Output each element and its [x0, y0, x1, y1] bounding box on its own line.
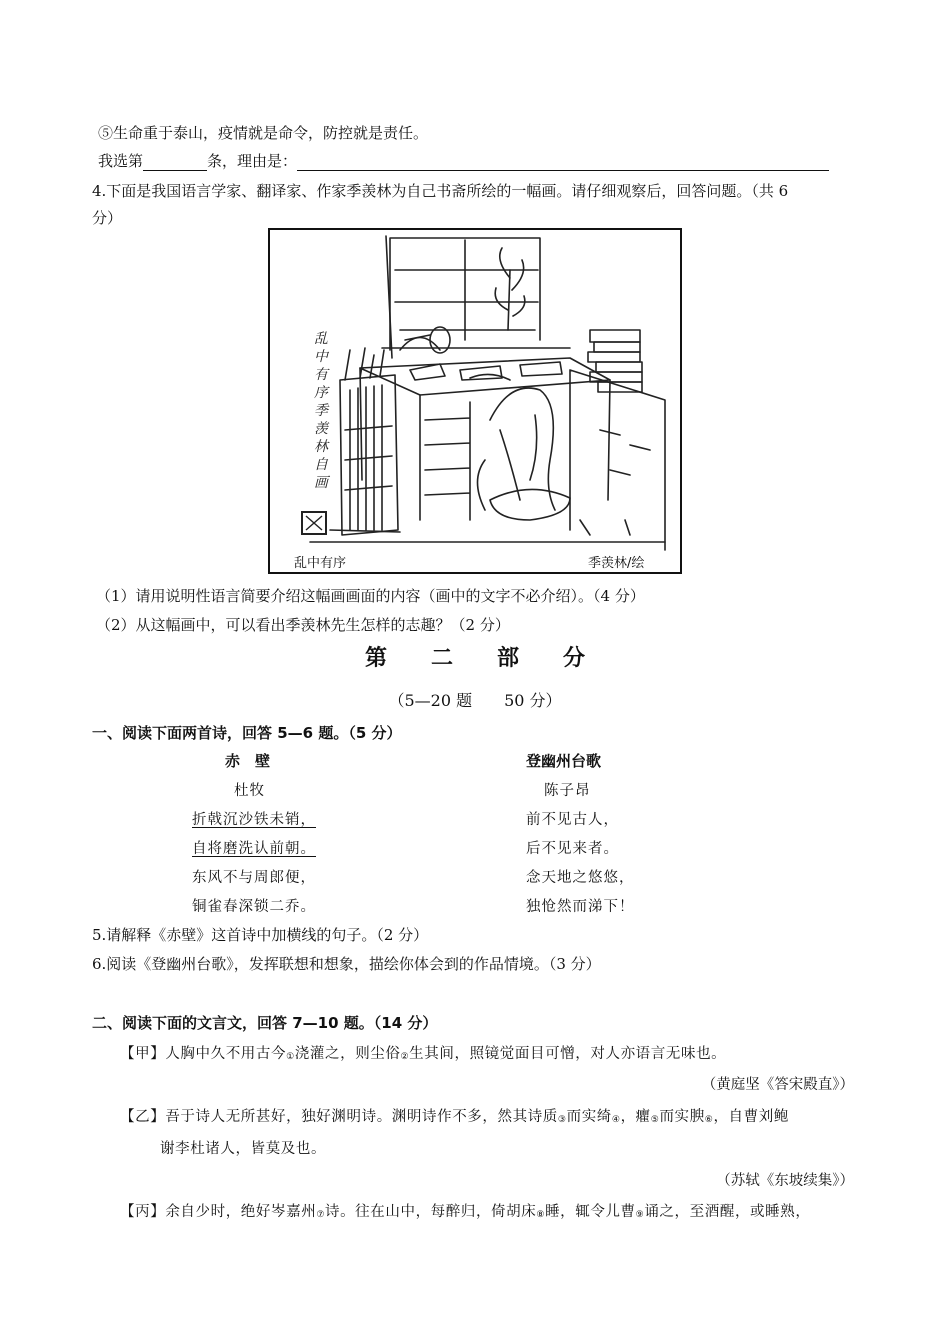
passage-yi-line1	[120, 1105, 789, 1126]
passage-jia-text1: 人胸中久不用古今	[165, 1046, 287, 1062]
passage-jia-text2: 浇灌之，则尘俗	[294, 1046, 401, 1062]
choice-line	[98, 150, 829, 171]
section2-heading: 二、阅读下面的文言文，回答 7—10 题。（14 分）	[92, 1014, 438, 1032]
poem1-line3: 东风不与周郎便，	[192, 870, 316, 886]
passage-bing-label: 【丙】	[120, 1204, 166, 1220]
question-5: 5.请解释《赤壁》这首诗中加横线的句子。（2 分）	[92, 926, 429, 944]
passage-jia-label: 【甲】	[120, 1046, 166, 1062]
poem2-line2: 后不见来者。	[526, 841, 619, 857]
question-4-line2: 分）	[92, 209, 123, 227]
note-2: ②	[400, 1052, 410, 1062]
passage-jia-source: （黄庭坚《答宋殿直》）	[701, 1077, 854, 1093]
poem1-line1: 折戟沉沙铁未销，	[192, 812, 316, 828]
question-4-sub2: （2）从这幅画中，可以看出季羡林先生怎样的志趣？（2 分）	[96, 616, 510, 634]
note-5: ⑤	[650, 1115, 660, 1125]
passage-yi-line2: 谢李杜诸人，皆莫及也。	[160, 1141, 327, 1157]
passage-yi-text3: ，癯	[620, 1109, 651, 1125]
question-4-line1: 4.下面是我国语言学家、翻译家、作家季羡林为自己书斋所绘的一幅画。请仔细观察后，回答问题。（共 6	[92, 182, 789, 200]
passage-yi-text2: 而实绮	[566, 1109, 612, 1125]
note-8: ⑧	[536, 1210, 546, 1220]
choice-prefix: 我选第	[98, 152, 144, 170]
passage-bing-text4: 诵之，至酒醒，或睡熟，	[644, 1204, 811, 1220]
passage-yi-text4: 而实腴	[659, 1109, 705, 1125]
note-4: ④	[611, 1115, 621, 1125]
passage-yi-text5: ，自曹刘鲍	[713, 1109, 789, 1125]
note-3: ③	[557, 1115, 567, 1125]
poem2-author: 陈子昂	[544, 783, 591, 799]
study-painting	[268, 228, 682, 574]
poem2-title: 登幽州台歌	[526, 752, 602, 770]
choice-mid: 条，理由是：	[207, 152, 298, 170]
note-7: ⑦	[316, 1210, 325, 1220]
passage-jia	[120, 1042, 726, 1063]
question-4-sub1: （1）请用说明性语言简要介绍这幅画画面的内容（画中的文字不必介绍）。（4 分）	[96, 587, 645, 605]
passage-bing-text3: 睡，辄令儿曹	[545, 1204, 636, 1220]
passage-bing	[120, 1200, 810, 1221]
choice-number-blank[interactable]	[143, 154, 207, 171]
poem1-author: 杜牧	[234, 783, 265, 799]
painting-caption-right: 季羡林/绘	[588, 556, 645, 571]
passage-jia-text3: 生其间，照镜觉面目可憎，对人亦语言无味也。	[409, 1046, 727, 1062]
poem1-title: 赤 壁	[225, 752, 271, 770]
poem1-line2: 自将磨洗认前朝。	[192, 841, 316, 857]
poem2-line3: 念天地之悠悠，	[526, 870, 635, 886]
passage-yi-text1: 吾于诗人无所甚好，独好渊明诗。渊明诗作不多，然其诗质	[165, 1109, 558, 1125]
poem2-line1: 前不见古人，	[526, 812, 619, 828]
poem1-line4: 铜雀春深锁二乔。	[192, 899, 316, 915]
passage-bing-text1: 余自少时，绝好岑嘉州	[165, 1204, 317, 1220]
vertical-inscription: 乱中有序 季羡林自画	[314, 331, 328, 491]
note-9: ⑨	[635, 1210, 645, 1220]
passage-yi-source: （苏轼《东坡续集》）	[716, 1173, 854, 1189]
question-6: 6.阅读《登幽州台歌》，发挥联想和想象，描绘你体会到的作品情境。（3 分）	[92, 955, 601, 973]
note-6: ⑥	[704, 1115, 714, 1125]
item-5: ⑤生命重于泰山，疫情就是命令，防控就是责任。	[98, 124, 429, 142]
reason-blank[interactable]	[297, 154, 829, 171]
section1-heading: 一、阅读下面两首诗，回答 5—6 题。（5 分）	[92, 724, 402, 742]
passage-yi-label: 【乙】	[120, 1109, 166, 1125]
part2-subtitle: （5—20 题 50 分）	[388, 691, 562, 710]
part2-title: 第 二 部 分	[364, 646, 585, 671]
passage-bing-text2: 诗。往在山中，每醉归，倚胡床	[324, 1204, 537, 1220]
note-1: ①	[286, 1052, 295, 1062]
painting-caption-left: 乱中有序	[294, 556, 347, 571]
poem2-line4: 独怆然而涕下！	[526, 899, 635, 915]
